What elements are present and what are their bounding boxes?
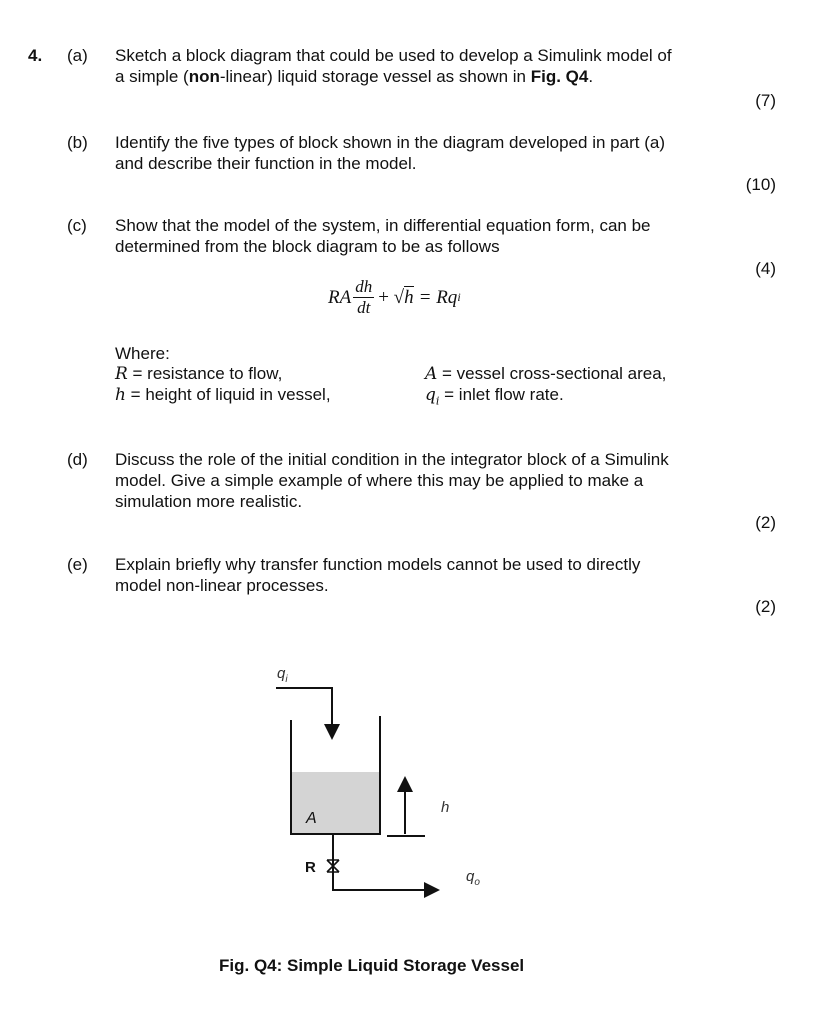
sym: q — [425, 385, 436, 405]
part-b-line1: Identify the five types of block shown in the diagram developed in part (a) — [115, 133, 665, 152]
part-a-label: (a) — [67, 46, 88, 65]
part-d-marks: (2) — [755, 513, 776, 532]
part-b-label: (b) — [67, 133, 88, 152]
part-c-marks: (4) — [755, 259, 776, 278]
text: -linear) liquid storage vessel as shown in — [219, 67, 531, 86]
eq-sub: i — [457, 290, 461, 304]
def-text: = resistance to flow, — [127, 364, 283, 383]
part-c-line2: determined from the block diagram to be as follows — [115, 237, 500, 256]
sym: R — [115, 364, 128, 384]
part-e-label: (e) — [67, 555, 88, 574]
bold-text: non — [188, 67, 220, 86]
outlet-pipe — [333, 834, 438, 890]
eq-term: RA — [328, 286, 352, 308]
label-qi — [277, 663, 288, 690]
part-d-line3: simulation more realistic. — [115, 492, 303, 511]
where-title: Where: — [115, 344, 170, 363]
def-text: = inlet flow rate. — [439, 385, 564, 404]
sym: q — [466, 868, 475, 885]
part-b-line2: and describe their function in the model. — [115, 154, 417, 173]
part-b-marks: (10) — [745, 175, 776, 194]
question-number: 4. — [28, 46, 43, 65]
part-d-label: (d) — [67, 450, 88, 469]
part-e-line2: model non-linear processes. — [115, 576, 329, 595]
part-d-line2: model. Give a simple example of where this may be applied to make a — [115, 471, 644, 490]
def-text: = height of liquid in vessel, — [125, 385, 331, 404]
def-text: = vessel cross-sectional area, — [437, 364, 667, 383]
part-e-marks: (2) — [755, 597, 776, 616]
sub: o — [474, 877, 480, 888]
eq-h: h — [404, 287, 414, 308]
text: . — [588, 67, 594, 86]
sub: i — [285, 674, 288, 685]
sym: A — [425, 364, 438, 384]
eq-sqrt: + √ — [378, 286, 405, 308]
label-R: R — [305, 859, 316, 876]
eq-rhs: = Rq — [418, 286, 458, 308]
label-h: h — [441, 799, 450, 816]
fig-ref: Fig. Q4 — [530, 67, 589, 86]
part-a-line1: Sketch a block diagram that could be used to develop a Simulink model of — [115, 46, 672, 65]
inlet-arrow — [276, 688, 332, 738]
denominator: dt — [357, 298, 371, 317]
part-c-label: (c) — [67, 216, 87, 235]
part-a-marks: (7) — [755, 91, 776, 110]
text: a simple ( — [115, 67, 189, 86]
sym: q — [277, 665, 286, 682]
sub: i — [435, 394, 440, 408]
numerator: dh — [355, 277, 373, 296]
label-qo — [466, 866, 480, 893]
part-c-line1: Show that the model of the system, in differential equation form, can be — [115, 216, 651, 235]
part-e-line1: Explain briefly why transfer function models cannot be used to directly — [115, 555, 641, 574]
part-d-line1: Discuss the role of the initial condition in the integrator block of a Simulink — [115, 450, 669, 469]
figure-caption: Fig. Q4: Simple Liquid Storage Vessel — [219, 956, 525, 975]
label-A: A — [306, 810, 317, 827]
sym: h — [115, 385, 126, 405]
